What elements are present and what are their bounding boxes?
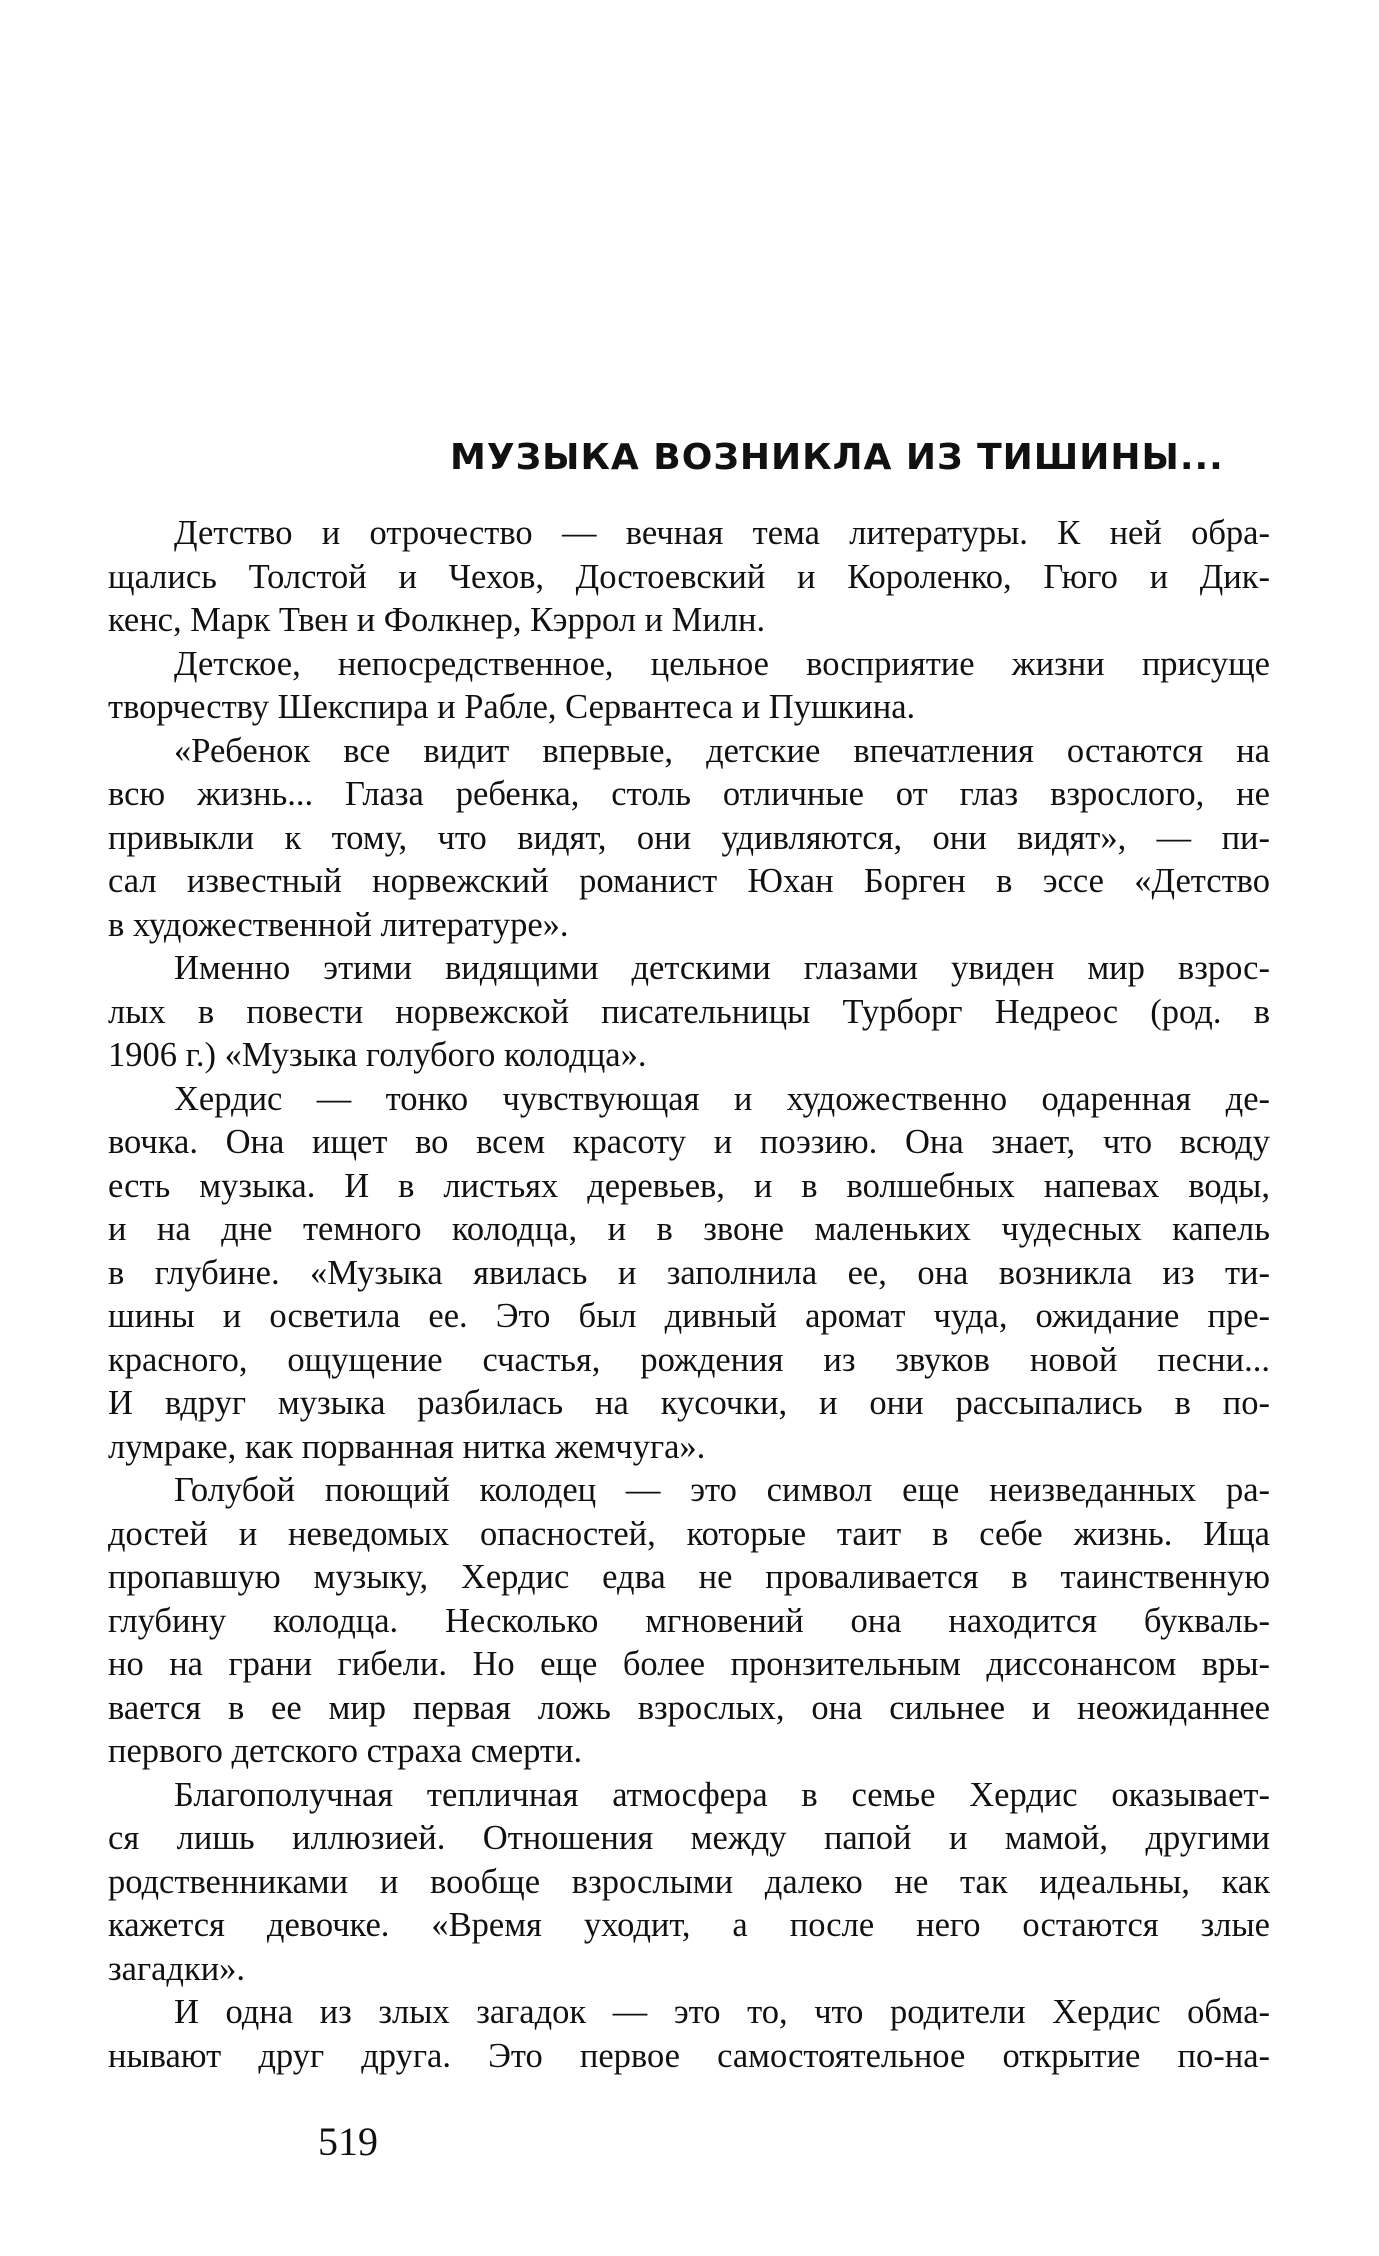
text-line: есть музыка. И в листьях деревьев, и в волшебных напевах воды, <box>108 1166 1270 1205</box>
text-line: красного, ощущение счастья, рождения из звуков новой песни... <box>108 1340 1270 1379</box>
text-line: сал известный норвежский романист Юхан Борген в эссе «Детство <box>108 862 1270 900</box>
text-line: привыкли к тому, что видят, они удивляются, они видят», — пи- <box>108 818 1270 857</box>
text-line: глубину колодца. Несколько мгновений она находится букваль- <box>108 1601 1270 1640</box>
text-line: загадки». <box>108 1949 246 1988</box>
text-line: пропавшую музыку, Хердис едва не проваливается в таинственную <box>108 1558 1270 1596</box>
text-line: кажется девочке. «Время уходит, а после него остаются злые <box>108 1906 1270 1944</box>
text-line: «Ребенок все видит впервые, детские впечатления остаются на <box>174 731 1270 770</box>
text-line: лых в повести норвежской писательницы Турборг Недреос (род. в <box>108 992 1270 1031</box>
text-line: творчеству Шекспира и Рабле, Сервантеса и Пушкина. <box>108 688 916 726</box>
text-line: всю жизнь... Глаза ребенка, столь отличные от глаз взрослого, не <box>108 775 1270 813</box>
body-text <box>108 512 1270 2078</box>
text-line: Благополучная тепличная атмосфера в семье Хердис оказывает- <box>174 1775 1270 1814</box>
text-line: Именно этими видящими детскими глазами увиден мир взрос- <box>174 949 1270 987</box>
text-line: достей и неведомых опасностей, которые таит в себе жизнь. Ища <box>108 1514 1270 1553</box>
text-line: нывают друг друга. Это первое самостоятельное открытие по-на- <box>108 2036 1270 2075</box>
paragraph <box>108 1774 1270 1992</box>
text-line: 1906 г.) «Музыка голубого колодца». <box>108 1036 647 1074</box>
text-line: кенс, Марк Твен и Фолкнер, Кэррол и Милн. <box>108 601 766 639</box>
text-line: и на дне темного колодца, и в звоне маленьких чудесных капель <box>108 1210 1270 1248</box>
text-line: родственниками и вообще взрослыми далеко не так идеальны, как <box>108 1862 1270 1901</box>
text-line: вочка. Она ищет во всем красоту и поэзию. Она знает, что всюду <box>108 1123 1270 1161</box>
text-line: щались Толстой и Чехов, Достоевский и Короленко, Гюго и Дик- <box>108 557 1270 596</box>
paragraph <box>108 643 1270 730</box>
text-line: Детство и отрочество — вечная тема литературы. К ней обра- <box>174 514 1270 552</box>
paragraph <box>108 1469 1270 1774</box>
text-line: Детское, непосредственное, цельное восприятие жизни присуще <box>174 644 1270 683</box>
chapter-title: МУЗЫКА ВОЗНИКЛА ИЗ ТИШИНЫ... <box>450 437 1224 478</box>
text-line: в глубине. «Музыка явилась и заполнила ее, она возникла из ти- <box>108 1253 1270 1292</box>
paragraph <box>108 1078 1270 1470</box>
text-line: Голубой поющий колодец — это символ еще неизведанных ра- <box>174 1471 1270 1509</box>
text-line: шины и осветила ее. Это был дивный аромат чуда, ожидание пре- <box>108 1297 1270 1335</box>
page-number: 519 <box>318 2119 378 2164</box>
text-line: но на грани гибели. Но еще более пронзительным диссонансом вры- <box>108 1645 1270 1683</box>
paragraph <box>108 1991 1270 2078</box>
text-line: И вдруг музыка разбилась на кусочки, и они рассыпались в по- <box>108 1384 1270 1422</box>
text-line: И одна из злых загадок — это то, что родители Хердис обма- <box>174 1993 1270 2031</box>
text-line: вается в ее мир первая ложь взрослых, она сильнее и неожиданнее <box>108 1688 1270 1727</box>
text-line: ся лишь иллюзией. Отношения между папой и мамой, другими <box>108 1819 1270 1857</box>
text-line: Хердис — тонко чувствующая и художественно одаренная де- <box>174 1079 1270 1118</box>
paragraph <box>108 947 1270 1078</box>
paragraph <box>108 730 1270 948</box>
text-line: в художественной литературе». <box>108 905 569 944</box>
text-line: первого детского страха смерти. <box>108 1732 583 1770</box>
text-line: лумраке, как порванная нитка жемчуга». <box>108 1427 706 1466</box>
paragraph <box>108 512 1270 643</box>
